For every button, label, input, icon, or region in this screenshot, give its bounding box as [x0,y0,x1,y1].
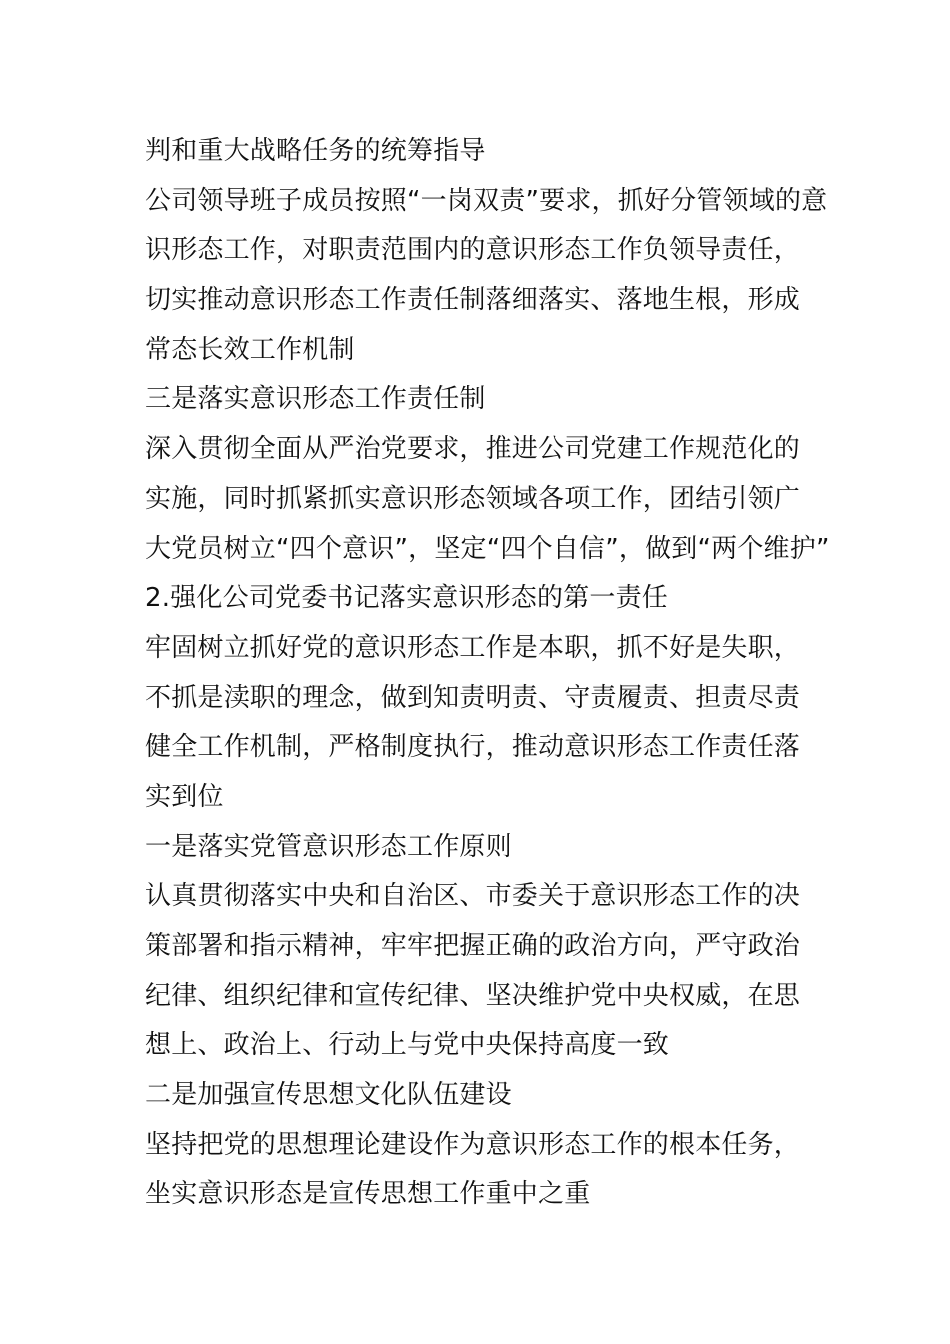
text-line: 策部署和指示精神，牢牢把握正确的政治方向，严守政治 [145,931,801,961]
text-line: 公司领导班子成员按照“一岗双责”要求，抓好分管领域的意 [145,185,828,216]
text-line: 坚持把党的思想理论建设作为意识形态工作的根本任务， [145,1129,801,1160]
text-line: 常态长效工作机制 [145,334,355,365]
text-line: 判和重大战略任务的统筹指导 [145,136,486,166]
section-heading: 三是落实意识形态工作责任制 [145,384,486,415]
text-line: 想上、政治上、行动上与党中央保持高度一致 [145,1030,670,1061]
document-body [145,127,830,1220]
text-line: 深入贯彻全面从严治党要求，推进公司党建工作规范化的 [145,434,801,465]
text-line: 切实推动意识形态工作责任制落细落实、落地生根，形成 [145,285,801,316]
text-line: 不抓是渎职的理念，做到知责明责、守责履责、担责尽责 [145,682,801,713]
text-line: 牢固树立抓好党的意识形态工作是本职，抓不好是失职， [145,632,801,663]
section-heading: 二是加强宣传思想文化队伍建设 [145,1080,512,1111]
text-line: 实到位 [145,781,224,812]
text-line: 认真贯彻落实中央和自治区、市委关于意识形态工作的决 [145,881,801,912]
section-heading: 一是落实党管意识形态工作原则 [145,831,512,862]
text-line: 实施，同时抓紧抓实意识形态领域各项工作，团结引领广 [145,483,801,514]
text-line: 健全工作机制，严格制度执行，推动意识形态工作责任落 [145,732,801,763]
text-line: 大党员树立“四个意识”，坚定“四个自信”，做到“两个维护” [145,533,830,564]
text-line: 坐实意识形态是宣传思想工作重中之重 [145,1179,591,1210]
text-line: 纪律、组织纪律和宣传纪律、坚决维护党中央权威，在思 [145,980,801,1011]
section-heading: 2.强化公司党委书记落实意识形态的第一责任 [145,583,669,614]
text-line: 识形态工作，对职责范围内的意识形态工作负领导责任， [145,235,801,266]
